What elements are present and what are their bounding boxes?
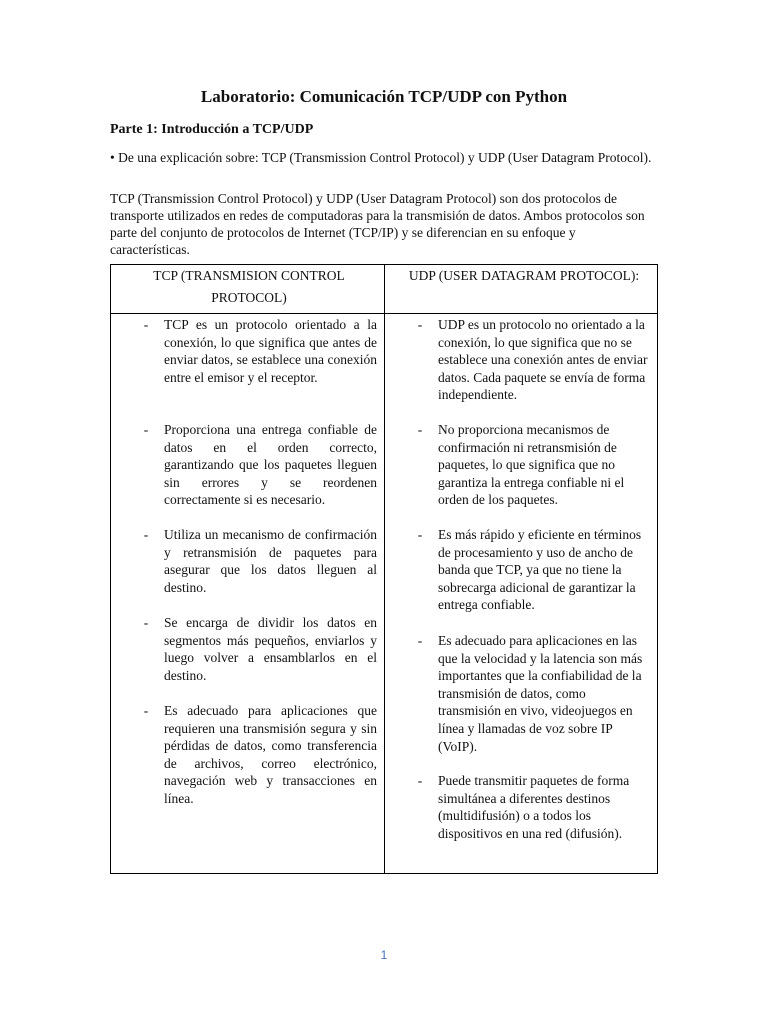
udp-column-header: UDP (USER DATAGRAM PROTOCOL):	[408, 268, 640, 283]
dash-bullet: -	[417, 633, 423, 648]
list-item-text: Proporciona una entrega confiable de datos en el orden correcto, garantizando que los paquetes lleguen sin errores y se reordenen correctamente si es necesario.	[164, 422, 377, 508]
comparison-table	[110, 264, 658, 874]
list-item-text: TCP es un protocolo orientado a la conexión, lo que significa que antes de enviar datos, se establece una conexión entre el emisor y el receptor.	[164, 317, 377, 385]
tcp-header-line-2: PROTOCOL)	[211, 290, 287, 305]
table-header-divider	[111, 313, 657, 314]
list-item	[143, 526, 377, 596]
dash-bullet: -	[143, 703, 149, 718]
dash-bullet: -	[417, 317, 423, 332]
list-item	[143, 614, 377, 684]
list-item-text: Se encarga de dividir los datos en segmentos más pequeños, enviarlos y luego volver a ensamblarlos en el destino.	[164, 615, 377, 683]
dash-bullet: -	[417, 773, 423, 788]
list-item	[417, 526, 652, 614]
tcp-header-line-1: TCP (TRANSMISION CONTROL	[153, 268, 345, 283]
list-item-text: Es adecuado para aplicaciones que requieren una transmisión segura y sin pérdidas de datos, como transferencia de archivos, correo electrónico, navegación web y transacciones en línea.	[164, 703, 377, 806]
list-item	[417, 316, 652, 404]
list-item-text: Es más rápido y eficiente en términos de procesamiento y uso de ancho de banda que TCP, ya que no tiene la sobrecarga adicional de garantizar la entrega confiable.	[438, 527, 642, 613]
dash-bullet: -	[143, 422, 149, 437]
list-item	[417, 772, 652, 842]
dash-bullet: -	[417, 422, 423, 437]
list-item	[417, 421, 652, 509]
list-item-text: UDP es un protocolo no orientado a la conexión, lo que significa que no se establece una conexión antes de enviar datos. Cada paquete se envía de forma independiente.	[438, 317, 648, 403]
list-item-text: Utiliza un mecanismo de confirmación y retransmisión de paquetes para asegurar que los datos lleguen al destino.	[164, 527, 377, 595]
tcp-column-header	[135, 265, 363, 313]
list-item	[143, 316, 377, 386]
list-item	[417, 632, 652, 755]
list-item	[143, 421, 377, 509]
document-title: Laboratorio: Comunicación TCP/UDP con Python	[200, 87, 568, 106]
list-item-text: Puede transmitir paquetes de forma simultánea a diferentes destinos (multidifusión) o a todos los dispositivos en una red (difusión).	[438, 773, 630, 841]
dash-bullet: -	[143, 615, 149, 630]
dash-bullet: -	[143, 527, 149, 542]
section-heading: Parte 1: Introducción a TCP/UDP	[110, 122, 314, 137]
dash-bullet: -	[143, 317, 149, 332]
page-number: 1	[380, 948, 388, 962]
table-column-divider	[384, 265, 385, 873]
list-item-text: No proporciona mecanismos de confirmación ni retransmisión de paquetes, lo que significa que no garantiza la entrega confiable ni el orden de los paquetes.	[438, 422, 625, 508]
question-paragraph: • De una explicación sobre: TCP (Transmission Control Protocol) y UDP (User Datagram Protocol).	[110, 150, 652, 165]
list-item	[143, 702, 377, 808]
intro-paragraph: TCP (Transmission Control Protocol) y UDP (User Datagram Protocol) son dos protocolos de transporte utilizados en redes de computadoras para la transmisión de datos. Ambos protocolos son parte del conjunto de protocolos de Internet (TCP/IP) y se diferencian en su enfoque y características.	[110, 191, 645, 257]
list-item-text: Es adecuado para aplicaciones en las que la velocidad y la latencia son más importantes que la confiabilidad de la transmisión de datos, como transmisión en vivo, videojuegos en línea y llamadas de voz sobre IP (VoIP).	[438, 633, 643, 754]
dash-bullet: -	[417, 527, 423, 542]
